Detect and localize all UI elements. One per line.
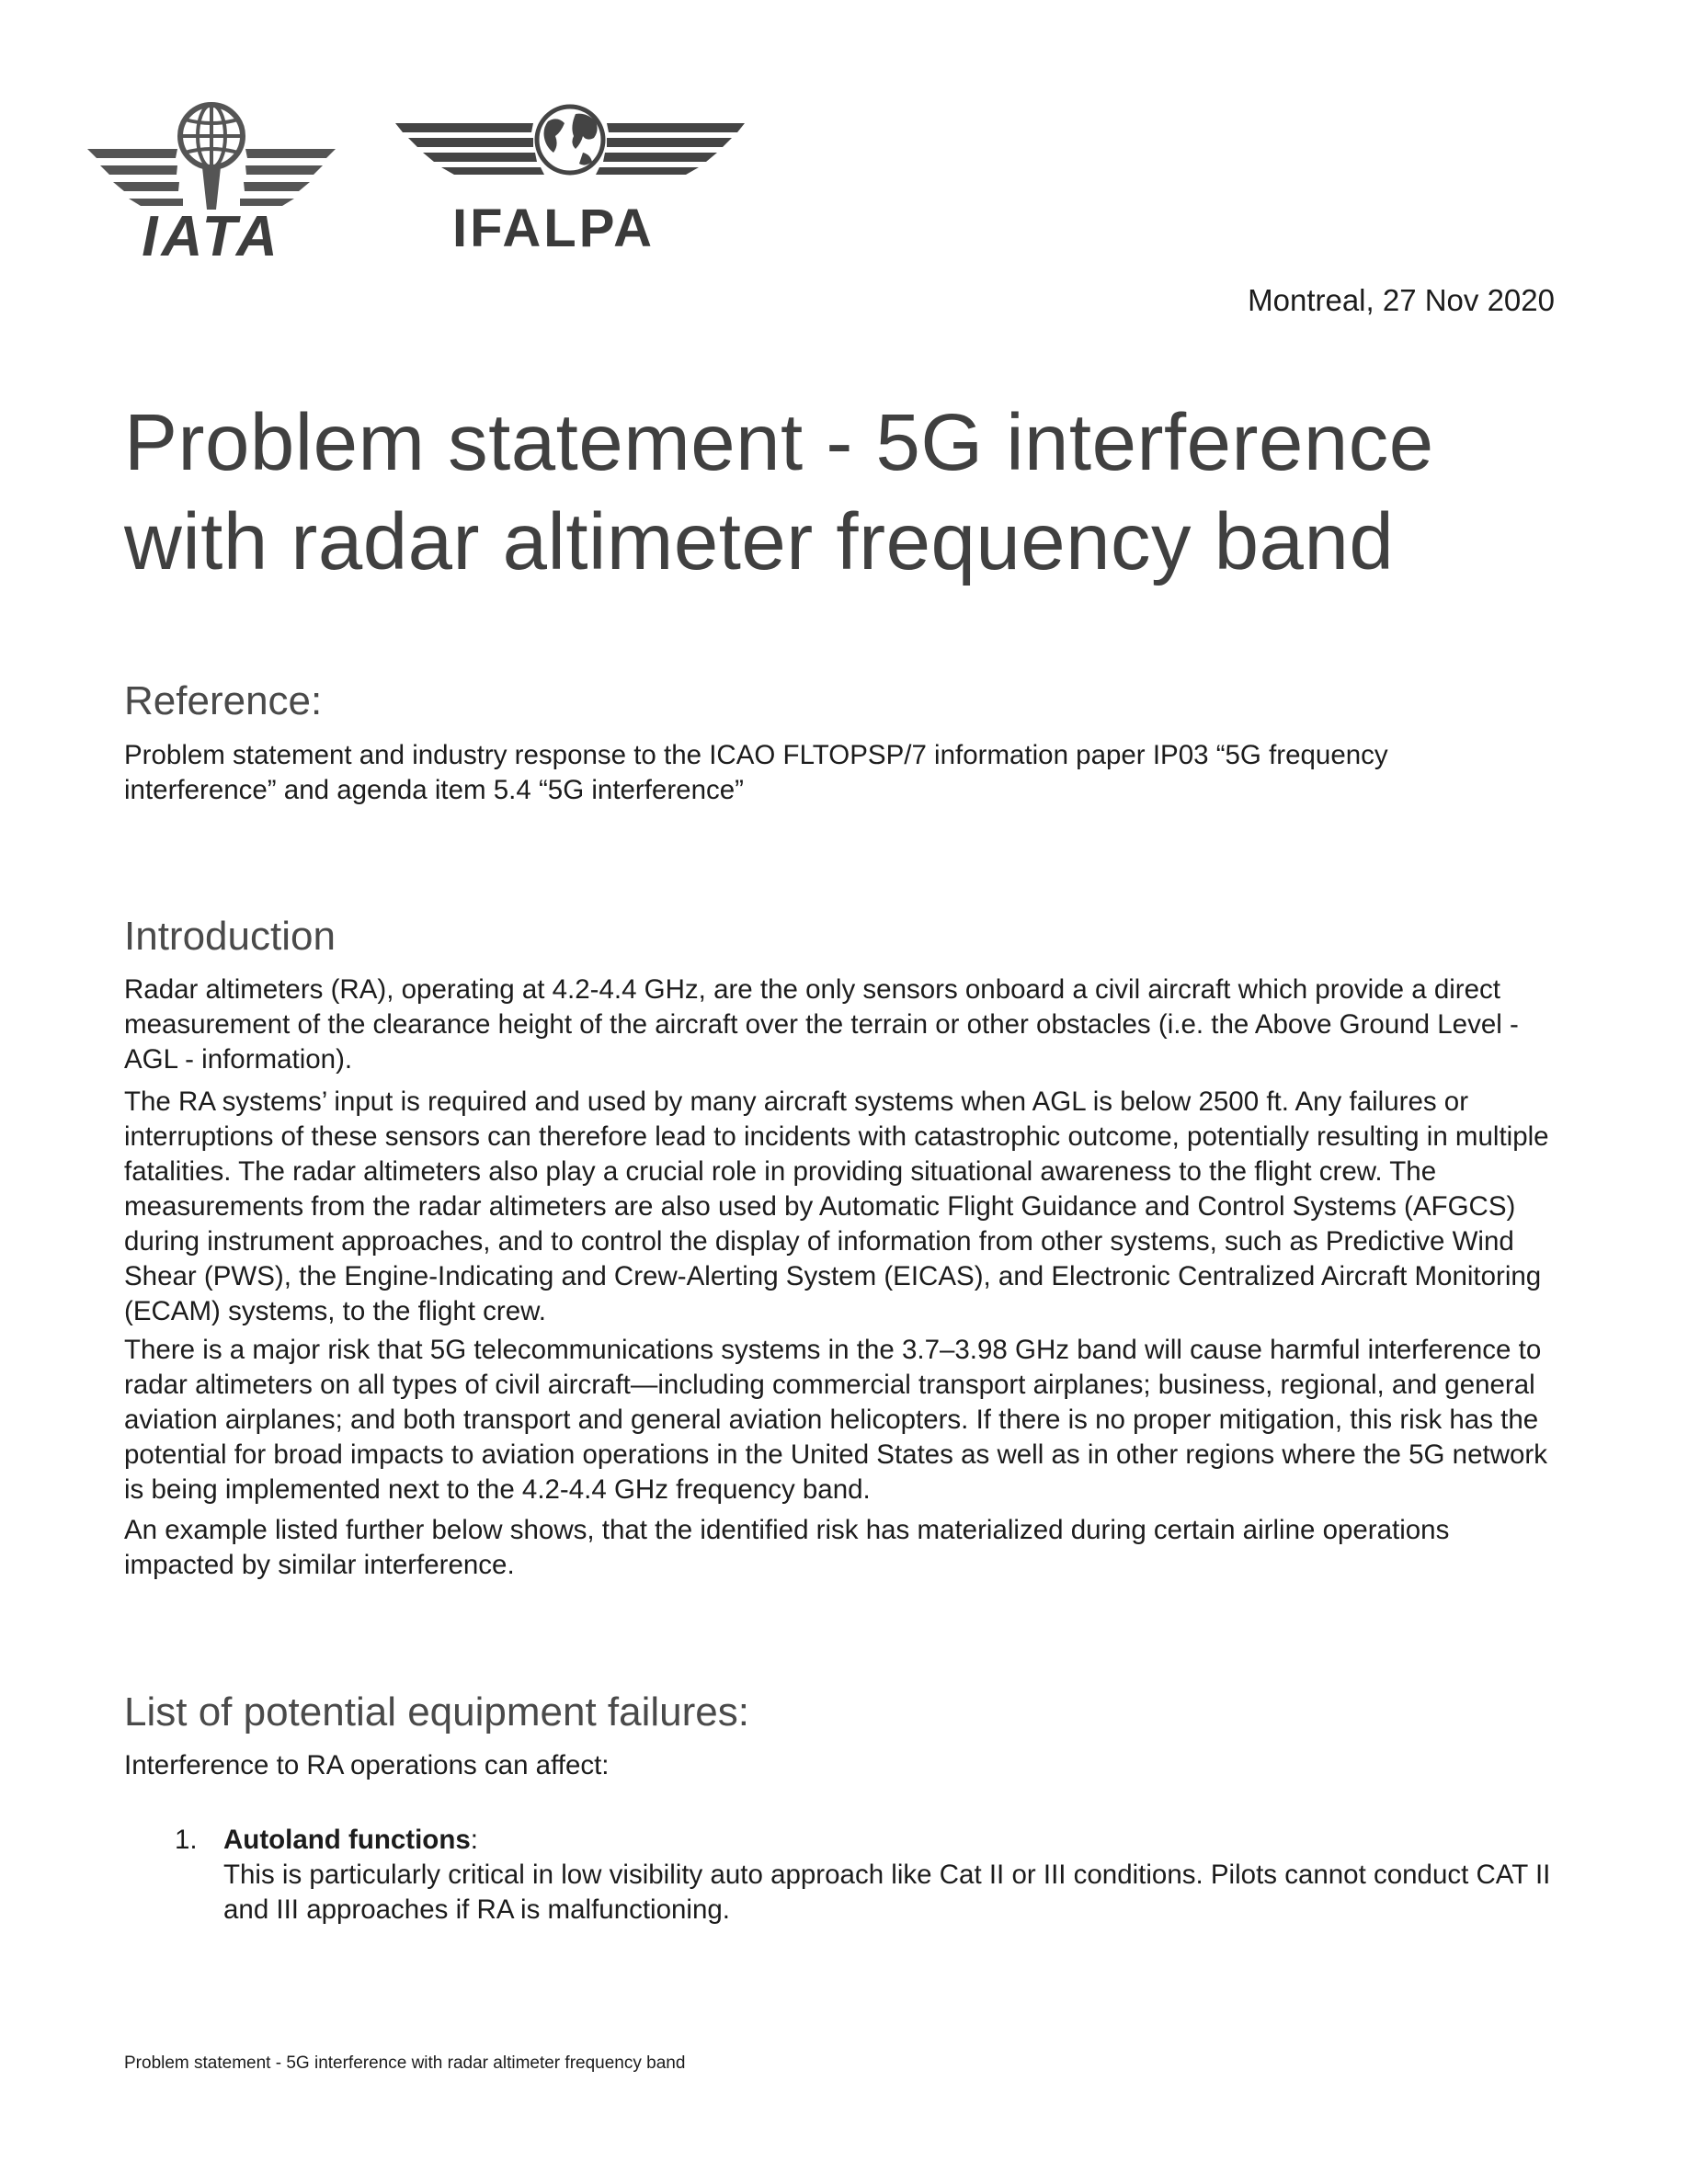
intro-paragraph-4: An example listed further below shows, that the identified risk has materialized during certain airline operations impacted by similar interference. [124,1515,1450,1580]
reference-text: Problem statement and industry response to the ICAO FLTOPSP/7 information paper IP03 “5G frequency interference” and agenda item 5.4 “5G interference” [124,740,1388,805]
document-title [124,393,1577,592]
iata-logo-text: IATA [142,205,281,262]
logo-bar [87,92,749,267]
title-line-2: with radar altimeter frequency band [124,497,1395,586]
iata-logo [87,92,336,262]
ifalpa-logo [395,92,745,262]
title-line-1: Problem statement - 5G interference [124,398,1434,487]
intro-paragraph-3: There is a major risk that 5G telecommunications systems in the 3.7–3.98 GHz band will cause harmful interference to radar altimeters on all types of civil aircraft—including commercial transport airplanes; business, regional, and general aviation airplanes; and both transport and general aviation helicopters. If there is no proper mitigation, this risk has the potential for broad impacts to aviation operations in the United States as well as in other regions where the 5G network is being implemented next to the 4.2-4.4 GHz frequency band. [124,1335,1547,1505]
list-item-body [223,1823,1563,1928]
page-footer: Problem statement - 5G interference with radar altimeter frequency band [124,2053,686,2073]
introduction-heading: Introduction [124,914,336,959]
list-item-title: Autoland functions [223,1825,471,1855]
failures-intro: Interference to RA operations can affect: [124,1750,610,1780]
ifalpa-logo-text: IFALPA [452,199,655,258]
list-item-text: This is particularly critical in low visibility auto approach like Cat II or III conditions. Pilots cannot conduct CAT II and III approaches if RA is malfunctioning. [223,1860,1551,1925]
reference-heading: Reference: [124,678,323,723]
intro-paragraph-1: Radar altimeters (RA), operating at 4.2-4.4 GHz, are the only sensors onboard a civil aircraft which provide a direct measurement of the clearance height of the aircraft over the terrain or other obstacles (i.e. the Above Ground Level - AGL - information). [124,974,1519,1075]
intro-paragraph-2: The RA systems’ input is required and used by many aircraft systems when AGL is below 2500 ft. Any failures or interruptions of these sensors can therefore lead to incidents with catastrophic outcome, potentially resulting in multiple fatalities. The radar altimeters also play a crucial role in providing situational awareness to the flight crew. The measurements from the radar altimeters are also used by Automatic Flight Guidance and Control Systems (AFGCS) during instrument approaches, and to control the display of information from other systems, such as Predictive Wind Shear (PWS), the Engine-Indicating and Crew-Alerting System (EICAS), and Electronic Centralized Aircraft Monitoring (ECAM) systems, to the flight crew. [124,1086,1549,1326]
list-item-title-suffix: : [470,1825,478,1855]
list-item-number: 1. [175,1825,198,1855]
failures-heading: List of potential equipment failures: [124,1689,749,1735]
dateline: Montreal, 27 Nov 2020 [1248,283,1555,317]
